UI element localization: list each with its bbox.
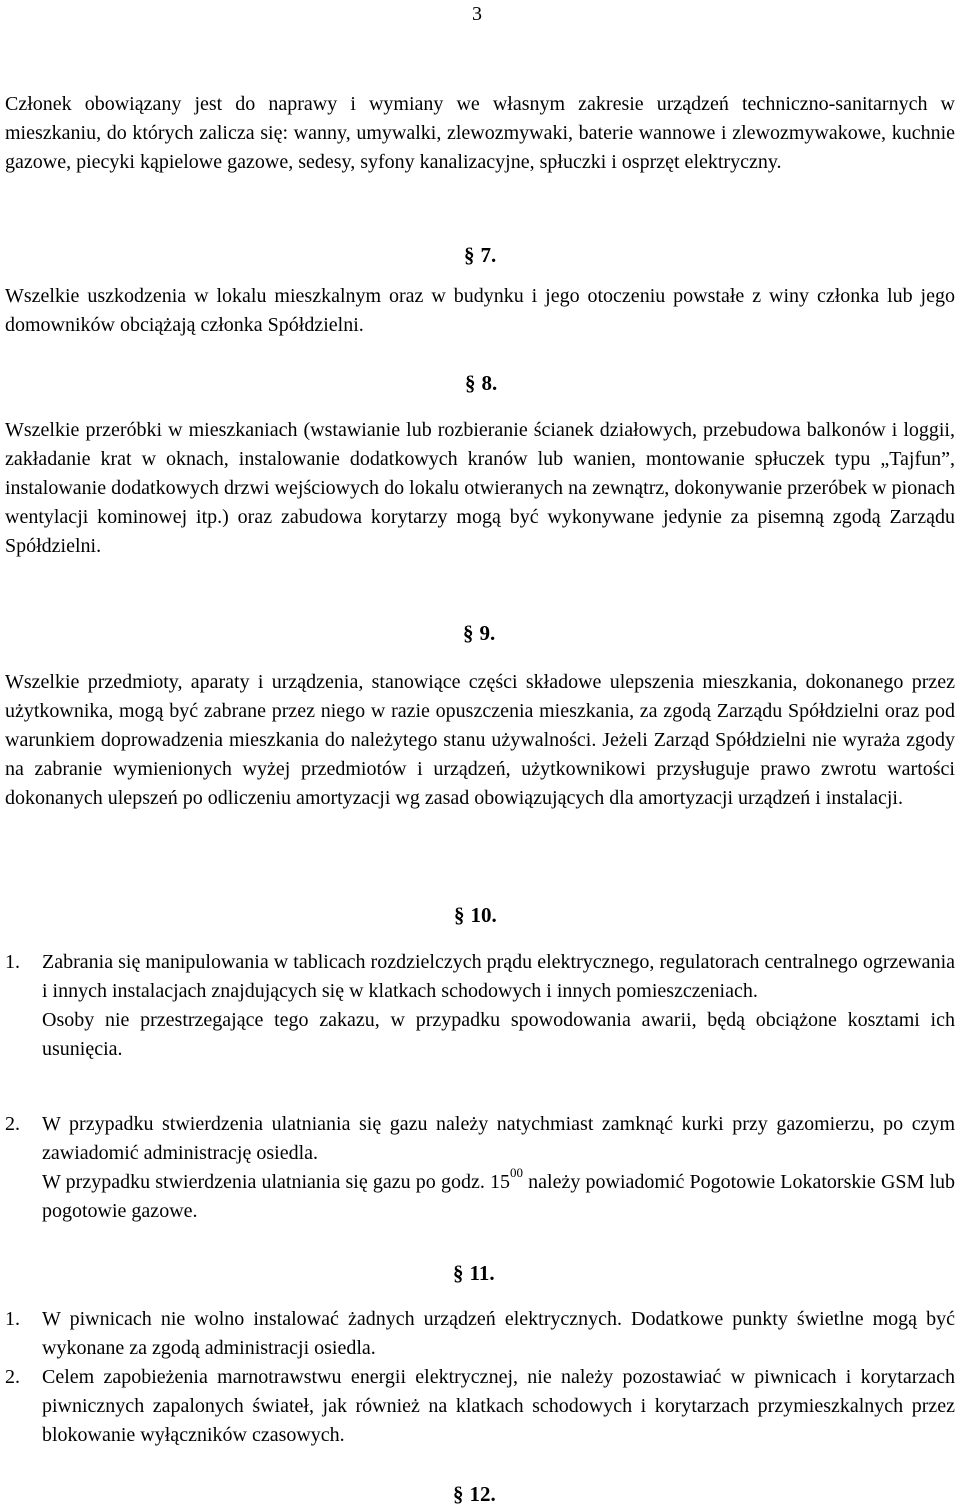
section-symbol: § [463, 621, 474, 645]
section-11-item-1 [5, 1305, 955, 1363]
section-8-body [5, 416, 955, 561]
list-item-number: 2. [5, 1113, 20, 1135]
section-number: 9. [479, 621, 496, 645]
time-text-part: W przypadku stwierdzenia ulatniania się gazu po godz. 15 [42, 1171, 510, 1193]
list-item-text: Celem zapobieżenia marnotrawstwu energii elektrycznej, nie należy pozostawiać w piwnicach i korytarzach piwnicznych zapalonych świateł, jak również na klatkach schodowych i korytarzach przymieszkalnych przez blokowanie wyłączników czasowych. [42, 1366, 955, 1446]
list-item-number: 2. [5, 1366, 20, 1388]
section-number: 12. [469, 1482, 496, 1506]
list-item-text-with-time [42, 1165, 956, 1226]
section-number: 7. [480, 243, 497, 267]
section-heading-8 [465, 370, 497, 396]
section-10-item-1 [5, 948, 955, 1064]
list-item-text: W piwnicach nie wolno instalować żadnych urządzeń elektrycznych. Dodatkowe punkty świetlne mogą być wykonane za zgodą administracji osiedla. [42, 1308, 955, 1359]
section-number: 8. [481, 371, 498, 395]
section-9-body [5, 668, 955, 813]
page-number: 3 [472, 3, 482, 25]
section-9-text: Wszelkie przedmioty, aparaty i urządzenia, stanowiące części składowe ulepszenia mieszkania, dokonanego przez użytkownika, mogą być zabrane przez niego w razie opuszczenia mieszkania, za zgodą Zarządu Spółdzielni oraz pod warunkiem doprowadzenia mieszkania do należytego stanu używalności. Jeżeli Zarząd Spółdzielni nie wyraża zgody na zabranie wymienionych wyżej przedmiotów i urządzeń, użytkownikowi przysługuje prawo zwrotu wartości dokonanych ulepszeń po odliczeniu amortyzacji wg zasad obowiązujących dla amortyzacji urządzeń i instalacji. [5, 671, 955, 809]
section-number: 11. [469, 1261, 495, 1285]
section-symbol: § [464, 243, 475, 267]
paragraph-intro [5, 90, 955, 177]
section-heading-11 [453, 1260, 495, 1286]
time-minutes-superscript: 00 [510, 1165, 523, 1181]
section-10-item-2 [5, 1110, 955, 1226]
section-11-item-2 [5, 1363, 955, 1450]
section-heading-10 [454, 902, 497, 928]
section-symbol: § [454, 903, 465, 927]
section-heading-12 [453, 1481, 496, 1507]
section-7-body [5, 282, 955, 340]
section-symbol: § [465, 371, 476, 395]
list-item-number: 1. [5, 1308, 20, 1330]
list-item-number: 1. [5, 951, 20, 973]
list-item-text: W przypadku stwierdzenia ulatniania się gazu należy natychmiast zamknąć kurki przy gazomierzu, po czym zawiadomić administrację osiedla. [42, 1113, 955, 1164]
section-7-text: Wszelkie uszkodzenia w lokalu mieszkalnym oraz w budynku i jego otoczeniu powstałe z winy członka lub jego domowników obciążają członka Spółdzielni. [5, 285, 955, 336]
paragraph-intro-text: Członek obowiązany jest do naprawy i wymiany we własnym zakresie urządzeń techniczno-sanitarnych w mieszkaniu, do których zalicza się: wanny, umywalki, zlewozmywaki, baterie wannowe i zlewozmywakowe, kuchnie gazowe, piecyki kąpielowe gazowe, sedesy, syfony kanalizacyjne, spłuczki i osprzęt elektryczny. [5, 93, 955, 173]
section-symbol: § [453, 1261, 464, 1285]
section-symbol: § [453, 1482, 464, 1506]
section-number: 10. [470, 903, 497, 927]
list-item-text: Zabrania się manipulowania w tablicach rozdzielczych prądu elektrycznego, regulatorach centralnego ogrzewania i innych instalacjach znajdujących się w klatkach schodowych i innych pomieszczeniach. [42, 951, 955, 1002]
list-item-text: Osoby nie przestrzegające tego zakazu, w przypadku spowodowania awarii, będą obciążone kosztami ich usunięcia. [42, 1009, 955, 1060]
section-8-text: Wszelkie przeróbki w mieszkaniach (wstawianie lub rozbieranie ścianek działowych, przebudowa balkonów i loggii, zakładanie krat w oknach, instalowanie dodatkowych kranów lub wanien, montowanie spłuczek typu „Tajfun”, instalowanie dodatkowych drzwi wejściowych do lokalu otwieranych na zewnątrz, dokonywanie przeróbek w pionach wentylacji kominowej itp.) oraz zabudowa korytarzy mogą być wykonywane jedynie za pisemną zgodą Zarządu Spółdzielni. [5, 419, 955, 557]
section-heading-9 [463, 620, 495, 646]
section-heading-7 [464, 242, 496, 268]
time-text-part: należy powiadomić Pogotowie Lokatorskie GSM lub pogotowie gazowe. [42, 1171, 956, 1222]
